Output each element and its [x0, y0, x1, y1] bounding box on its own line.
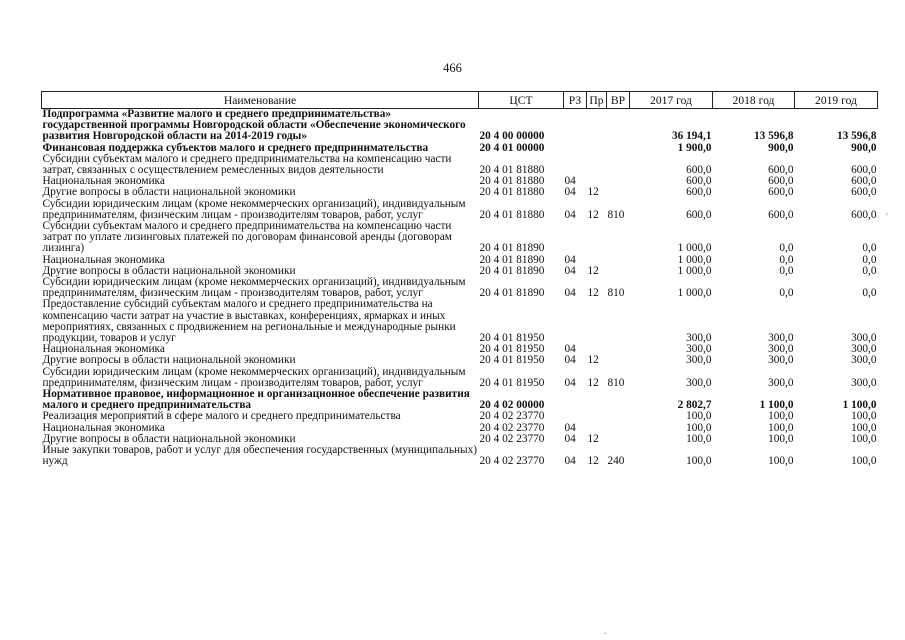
row-name: Другие вопросы в области национальной экономики — [42, 432, 296, 445]
row-vr — [607, 176, 630, 187]
row-2019: 0,0 — [862, 287, 877, 300]
row-rz: 04 — [564, 421, 576, 434]
row-2018: 300,0 — [768, 354, 794, 367]
row-name: Национальная экономика — [42, 175, 165, 188]
header-2019: 2019 год — [795, 92, 878, 109]
row-2017: 100,0 — [686, 410, 712, 423]
row-pr — [587, 411, 607, 422]
header-2017: 2017 год — [630, 92, 713, 109]
row-cst: 20 4 01 00000 — [479, 141, 545, 154]
row-cst: 20 4 01 81950 — [479, 354, 545, 367]
row-vr — [607, 187, 630, 198]
table-row — [42, 389, 878, 411]
row-vr — [607, 109, 630, 143]
row-2018: 900,0 — [768, 141, 794, 154]
row-rz — [564, 221, 587, 255]
row-2017: 600,0 — [686, 186, 712, 199]
row-rz: 04 — [564, 287, 576, 300]
row-2019: 300,0 — [851, 332, 877, 345]
row-2017: 100,0 — [686, 432, 712, 445]
row-cst: 20 4 01 81880 — [479, 175, 545, 188]
header-cst: ЦСТ — [479, 92, 564, 109]
row-2018: 600,0 — [768, 186, 794, 199]
table-row — [42, 367, 878, 389]
margin-mark: ' — [886, 212, 888, 223]
row-2018: 100,0 — [768, 421, 794, 434]
row-2019: 0,0 — [862, 264, 877, 277]
row-2018: 300,0 — [768, 343, 794, 356]
row-name: Национальная экономика — [42, 343, 165, 356]
row-2018: 100,0 — [768, 432, 794, 445]
row-cst: 20 4 01 81890 — [479, 264, 545, 277]
table-row — [42, 187, 878, 198]
row-vr — [607, 266, 630, 277]
row-name: Нормативное правовое, информационное и организационное обеспечение развития малого и среднего предпринимательства — [42, 388, 470, 412]
row-2018: 0,0 — [779, 287, 794, 300]
row-cst: 20 4 01 81950 — [479, 376, 545, 389]
margin-mark: . — [604, 626, 607, 637]
table-row — [42, 299, 878, 344]
row-2017: 1 000,0 — [677, 287, 712, 300]
row-cst: 20 4 01 81880 — [479, 186, 545, 199]
row-rz: 04 — [564, 354, 576, 367]
row-2019: 1 100,0 — [842, 399, 877, 412]
row-vr: 810 — [607, 208, 625, 221]
row-cst: 20 4 02 23770 — [479, 432, 545, 445]
row-name: Национальная экономика — [42, 253, 165, 266]
row-vr — [607, 344, 630, 355]
row-2019: 300,0 — [851, 354, 877, 367]
row-2017: 100,0 — [686, 455, 712, 468]
row-rz: 04 — [564, 208, 576, 221]
row-2017: 1 000,0 — [677, 242, 712, 255]
row-name: Субсидии юридическим лицам (кроме некоммерческих организаций), индивидуальным предпринимателям, физическим лицам - производителям товаров, работ, услуг — [42, 276, 466, 300]
row-2018: 13 596,8 — [753, 130, 794, 143]
row-name: Другие вопросы в области национальной экономики — [42, 264, 296, 277]
page-number: 466 — [443, 61, 462, 75]
row-pr: 12 — [587, 376, 599, 389]
row-pr — [587, 221, 607, 255]
row-name: Другие вопросы в области национальной экономики — [42, 354, 296, 367]
row-rz: 04 — [564, 432, 576, 445]
row-pr — [587, 109, 607, 143]
row-name: Иные закупки товаров, работ и услуг для обеспечения государственных (муниципальных) нужд — [42, 444, 478, 468]
row-rz: 04 — [564, 343, 576, 356]
row-cst: 20 4 02 23770 — [479, 410, 545, 423]
row-name: Другие вопросы в области национальной экономики — [42, 186, 296, 199]
header-2018: 2018 год — [713, 92, 795, 109]
row-name: Субсидии юридическим лицам (кроме некоммерческих организаций), индивидуальным предпринимателям, физическим лицам - производителям товаров, работ, услуг — [42, 197, 466, 221]
row-cst: 20 4 01 81950 — [479, 343, 545, 356]
row-pr — [587, 299, 607, 344]
row-rz: 04 — [564, 175, 576, 188]
row-2017: 300,0 — [686, 343, 712, 356]
row-vr: 810 — [607, 376, 625, 389]
row-2019: 300,0 — [851, 376, 877, 389]
table-body — [42, 109, 878, 468]
row-cst: 20 4 00 00000 — [479, 130, 545, 143]
row-2019: 600,0 — [851, 175, 877, 188]
row-vr — [607, 255, 630, 266]
table-row — [42, 199, 878, 221]
row-pr — [587, 154, 607, 176]
row-2019: 900,0 — [851, 141, 877, 154]
row-2019: 0,0 — [862, 242, 877, 255]
row-pr: 12 — [587, 208, 599, 221]
row-rz — [564, 143, 587, 154]
row-2017: 300,0 — [686, 376, 712, 389]
row-2017: 300,0 — [686, 354, 712, 367]
row-2019: 0,0 — [862, 253, 877, 266]
table-header-row — [42, 92, 878, 109]
row-2019: 100,0 — [851, 455, 877, 468]
row-2018: 0,0 — [779, 253, 794, 266]
row-2017: 600,0 — [686, 164, 712, 177]
row-vr — [607, 221, 630, 255]
row-vr — [607, 143, 630, 154]
row-vr — [607, 355, 630, 366]
row-2017: 1 000,0 — [677, 253, 712, 266]
row-pr: 12 — [587, 354, 599, 367]
row-cst: 20 4 01 81890 — [479, 242, 545, 255]
table-row — [42, 411, 878, 422]
row-pr: 12 — [587, 455, 599, 468]
row-rz — [564, 389, 587, 411]
row-cst: 20 4 01 81950 — [479, 332, 545, 345]
row-cst: 20 4 02 00000 — [479, 399, 545, 412]
table-row — [42, 109, 878, 143]
row-rz: 04 — [564, 186, 576, 199]
row-pr: 12 — [587, 264, 599, 277]
row-name: Субсидии субъектам малого и среднего предпринимательства на компенсацию части затрат по уплате лизинговых платежей по договорам финансовой аренды (договорам лизинга) — [42, 220, 452, 255]
row-vr — [607, 423, 630, 434]
row-cst: 20 4 02 23770 — [479, 455, 545, 468]
row-pr — [587, 389, 607, 411]
row-2019: 100,0 — [851, 421, 877, 434]
row-name: Субсидии субъектам малого и среднего предпринимательства на компенсацию части затрат, связанных с осуществлением ремесленных видов деятельности — [42, 152, 452, 177]
row-2017: 300,0 — [686, 332, 712, 345]
row-rz — [564, 299, 587, 344]
row-2017: 1 000,0 — [677, 264, 712, 277]
row-2018: 100,0 — [768, 410, 794, 423]
row-2019: 600,0 — [851, 164, 877, 177]
row-2019: 300,0 — [851, 343, 877, 356]
row-cst: 20 4 01 81890 — [479, 253, 545, 266]
row-vr — [607, 299, 630, 344]
row-2019: 13 596,8 — [836, 130, 877, 143]
row-vr — [607, 411, 630, 422]
header-pr: Пр — [587, 92, 607, 109]
row-rz: 04 — [564, 376, 576, 389]
row-name: Подпрограмма «Развитие малого и среднего предпринимательства» государственной программы Новгородской области «Обеспечение экономического развития Новгородской области на 2014-2019 годы» — [42, 108, 466, 143]
row-2017: 600,0 — [686, 175, 712, 188]
table-row — [42, 154, 878, 176]
row-pr: 12 — [587, 186, 599, 199]
row-cst: 20 4 01 81880 — [479, 164, 545, 177]
row-2018: 100,0 — [768, 455, 794, 468]
row-2018: 600,0 — [768, 175, 794, 188]
header-vr: ВР — [607, 92, 630, 109]
row-2018: 600,0 — [768, 164, 794, 177]
row-2019: 100,0 — [851, 432, 877, 445]
header-rz: РЗ — [564, 92, 587, 109]
row-2018: 0,0 — [779, 242, 794, 255]
row-2018: 0,0 — [779, 264, 794, 277]
row-rz: 04 — [564, 455, 576, 468]
row-2018: 600,0 — [768, 208, 794, 221]
row-name: Реализация мероприятий в сфере малого и среднего предпринимательства — [42, 410, 401, 423]
row-2017: 1 900,0 — [677, 141, 712, 154]
row-2018: 300,0 — [768, 332, 794, 345]
row-pr — [587, 143, 607, 154]
row-rz — [564, 154, 587, 176]
row-cst: 20 4 01 81890 — [479, 287, 545, 300]
row-2018: 1 100,0 — [759, 399, 794, 412]
row-vr: 810 — [607, 287, 625, 300]
table-row — [42, 445, 878, 467]
row-rz — [564, 109, 587, 143]
row-2017: 600,0 — [686, 208, 712, 221]
row-name: Финансовая поддержка субъектов малого и среднего предпринимательства — [42, 141, 429, 154]
table-row — [42, 277, 878, 299]
row-name: Предоставление субсидий субъектам малого и среднего предпринимательства на компенсацию части затрат на участие в выставках, конференциях, ярмарках и иных мероприятиях, связанных с продвижением на региональные и международные рынки продукции, товаров и услуг — [42, 298, 456, 345]
row-pr: 12 — [587, 287, 599, 300]
row-2019: 600,0 — [851, 208, 877, 221]
row-name: Национальная экономика — [42, 421, 165, 434]
row-2017: 36 194,1 — [671, 130, 712, 143]
row-vr — [607, 434, 630, 445]
header-name: Наименование — [42, 92, 479, 109]
row-vr — [607, 154, 630, 176]
table-row — [42, 355, 878, 366]
budget-table — [41, 91, 878, 468]
row-name: Субсидии юридическим лицам (кроме некоммерческих организаций), индивидуальным предпринимателям, физическим лицам - производителям товаров, работ, услуг — [42, 365, 466, 389]
row-vr: 240 — [607, 455, 625, 468]
row-cst: 20 4 02 23770 — [479, 421, 545, 434]
row-2017: 2 802,7 — [677, 399, 712, 412]
row-2018: 300,0 — [768, 376, 794, 389]
row-rz — [564, 411, 587, 422]
row-pr: 12 — [587, 432, 599, 445]
row-cst: 20 4 01 81880 — [479, 208, 545, 221]
row-rz: 04 — [564, 264, 576, 277]
table-row — [42, 221, 878, 255]
row-2019: 600,0 — [851, 186, 877, 199]
row-2019: 100,0 — [851, 410, 877, 423]
row-rz: 04 — [564, 253, 576, 266]
row-2017: 100,0 — [686, 421, 712, 434]
row-vr — [607, 389, 630, 411]
